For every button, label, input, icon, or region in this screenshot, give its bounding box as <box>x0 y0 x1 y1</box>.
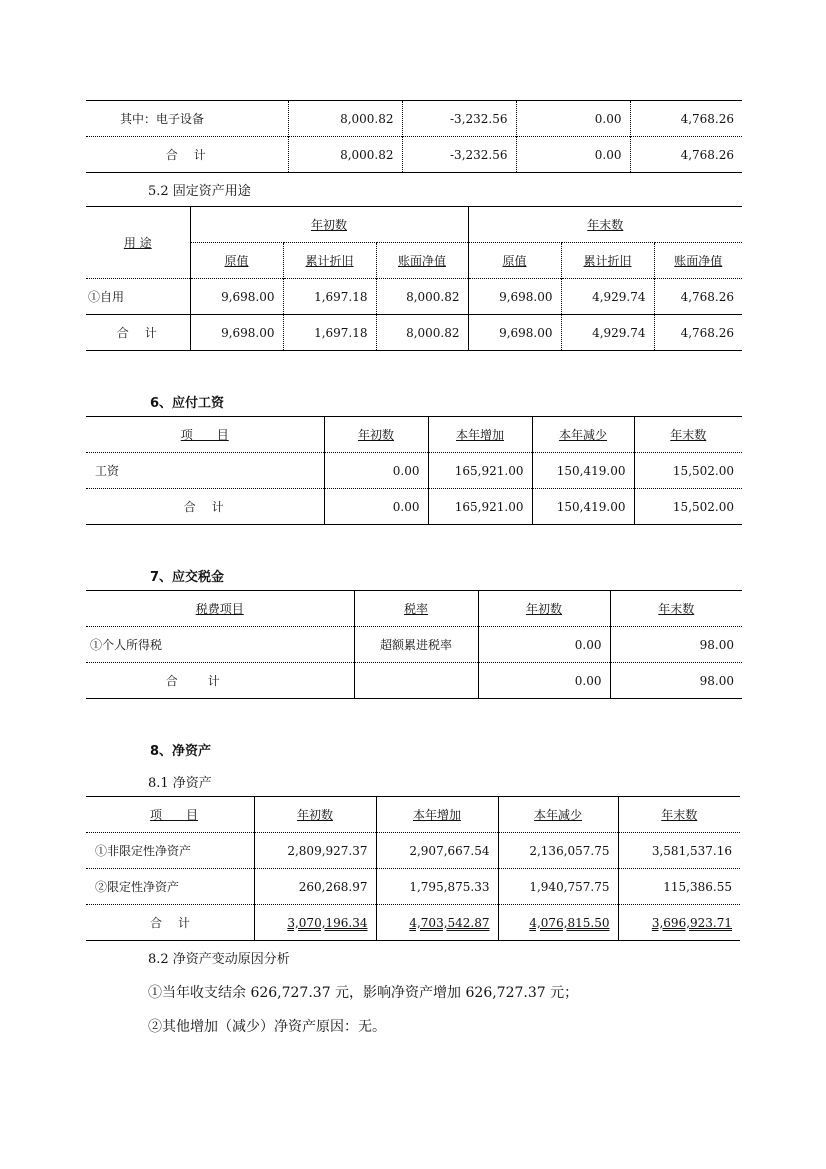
payable-wages-table <box>86 416 742 525</box>
col-header-use: 用 途 <box>123 236 152 250</box>
table-cell: 0.00 <box>478 627 610 663</box>
table-row <box>86 453 742 489</box>
table-cell: 150,419.00 <box>532 453 634 489</box>
net-assets-table <box>86 796 740 941</box>
col-header: 原值 <box>502 254 527 268</box>
table-cell: 3,581,537.16 <box>651 843 732 858</box>
table-cell: 8,000.82 <box>288 101 402 137</box>
table-cell: 15,502.00 <box>672 499 734 514</box>
header-row <box>86 591 742 627</box>
table-row <box>86 489 742 525</box>
col-header: 累计折旧 <box>583 254 632 268</box>
table-cell: 4,768.26 <box>680 289 735 304</box>
table-cell: 165,921.00 <box>428 453 532 489</box>
table-cell: 260,268.97 <box>254 869 376 905</box>
table-cell: 150,419.00 <box>532 489 634 525</box>
table-cell: 2,136,057.75 <box>498 833 618 869</box>
table-cell: 1,697.18 <box>283 279 376 315</box>
row-label: ①非限定性净资产 <box>86 833 254 869</box>
table-cell: 9,698.00 <box>468 279 561 315</box>
col-header: 账面净值 <box>674 254 723 268</box>
total-value: 4,076,815.50 <box>529 915 610 930</box>
table-row <box>86 905 740 941</box>
section-8-heading: 8、净资产 <box>150 744 212 759</box>
table-row <box>86 833 740 869</box>
table-cell: 1,940,757.75 <box>498 869 618 905</box>
table-cell: 8,000.82 <box>376 279 468 315</box>
section-8-1-heading: 8.1 净资产 <box>148 776 212 791</box>
total-value: 4,703,542.87 <box>409 915 490 930</box>
table-row <box>86 137 742 173</box>
col-header: 账面净值 <box>397 254 446 268</box>
table-cell: 115,386.55 <box>663 879 732 894</box>
table-cell: 0.00 <box>478 663 610 699</box>
fixed-asset-usage-table <box>86 206 742 351</box>
table-cell: 4,768.26 <box>680 325 735 340</box>
table-row <box>86 869 740 905</box>
row-label: 其中：电子设备 <box>86 101 288 137</box>
col-header: 原值 <box>224 254 249 268</box>
table-cell: 1,697.18 <box>283 315 376 351</box>
table-cell: 0.00 <box>516 137 630 173</box>
table-cell: 4,929.74 <box>561 279 654 315</box>
analysis-paragraph-1: ①当年收支结余 626,727.37 元，影响净资产增加 626,727.37 元； <box>148 985 579 1001</box>
table-cell: 9,698.00 <box>190 279 283 315</box>
col-header: 项 目 <box>180 428 229 442</box>
row-label: ①自用 <box>86 279 190 315</box>
taxes-payable-table <box>86 590 742 699</box>
col-header: 本年减少 <box>533 808 582 822</box>
table-cell: 8,000.82 <box>376 315 468 351</box>
table-row <box>86 279 742 315</box>
col-header: 年初数 <box>525 602 562 616</box>
section-8-2-heading: 8.2 净资产变动原因分析 <box>148 952 290 967</box>
col-header: 年初数 <box>296 808 333 822</box>
tax-rate-cell: 超额累进税率 <box>354 627 478 663</box>
table-cell: 0.00 <box>324 453 428 489</box>
table-cell: 9,698.00 <box>190 315 283 351</box>
table-cell: 1,795,875.33 <box>376 869 498 905</box>
table-cell: 4,768.26 <box>680 147 734 162</box>
col-header: 项 目 <box>150 808 199 822</box>
table-cell: 9,698.00 <box>468 315 561 351</box>
section-7-heading: 7、应交税金 <box>150 570 225 585</box>
table-cell: 0.00 <box>516 101 630 137</box>
col-header: 本年增加 <box>412 808 461 822</box>
row-label: 工资 <box>86 453 324 489</box>
total-label: 合 计 <box>86 315 190 351</box>
table-row <box>86 315 742 351</box>
col-header: 年末数 <box>670 428 707 442</box>
total-label: 合 计 <box>86 663 354 699</box>
total-label: 合 计 <box>86 137 288 173</box>
table-cell: 98.00 <box>699 673 734 688</box>
total-value: 3,070,196.34 <box>287 915 368 930</box>
group-header-end: 年末数 <box>587 218 624 232</box>
analysis-paragraph-2: ②其他增加（减少）净资产原因：无。 <box>148 1019 386 1035</box>
section-5-2-heading: 5.2 固定资产用途 <box>148 184 251 199</box>
col-header: 税费项目 <box>195 602 244 616</box>
col-header: 年末数 <box>661 808 698 822</box>
fixed-asset-category-table <box>86 100 742 173</box>
tax-rate-cell <box>354 663 478 699</box>
table-cell: 4,929.74 <box>561 315 654 351</box>
group-header-begin: 年初数 <box>310 218 347 232</box>
table-cell: 15,502.00 <box>672 463 734 478</box>
table-cell: 98.00 <box>699 637 734 652</box>
col-header: 年初数 <box>357 428 394 442</box>
table-cell: -3,232.56 <box>402 137 516 173</box>
table-cell: 165,921.00 <box>428 489 532 525</box>
table-cell: 2,907,667.54 <box>376 833 498 869</box>
table-row <box>86 101 742 137</box>
table-cell: 4,768.26 <box>680 111 734 126</box>
table-cell: 0.00 <box>324 489 428 525</box>
col-header: 年末数 <box>658 602 695 616</box>
table-cell: 8,000.82 <box>288 137 402 173</box>
table-cell: -3,232.56 <box>402 101 516 137</box>
row-label: ①个人所得税 <box>86 627 354 663</box>
total-label: 合 计 <box>86 489 324 525</box>
row-label: ②限定性净资产 <box>86 869 254 905</box>
header-row <box>86 207 742 243</box>
col-header: 累计折旧 <box>305 254 354 268</box>
table-row <box>86 663 742 699</box>
header-row <box>86 797 740 833</box>
table-cell: 2,809,927.37 <box>254 833 376 869</box>
table-row <box>86 627 742 663</box>
col-header: 本年增加 <box>455 428 504 442</box>
section-6-heading: 6、应付工资 <box>150 396 225 411</box>
total-value: 3,696,923.71 <box>651 915 732 930</box>
header-row <box>86 417 742 453</box>
col-header: 税率 <box>403 602 428 616</box>
total-label: 合 计 <box>86 905 254 941</box>
col-header: 本年减少 <box>558 428 607 442</box>
